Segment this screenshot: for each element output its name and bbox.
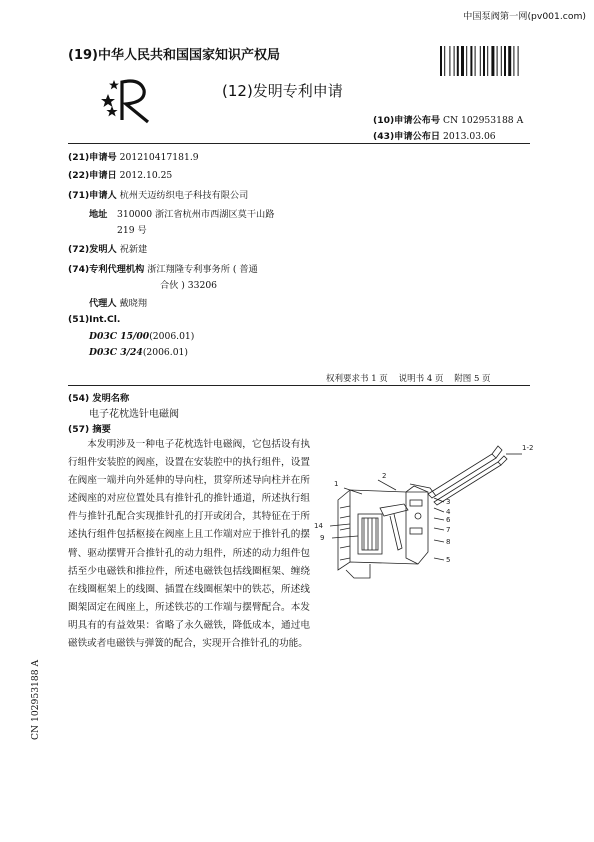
int-cl-label: (51)Int.Cl.: [68, 314, 121, 325]
application-number-row: [68, 149, 199, 163]
applicant-row: [68, 187, 248, 201]
application-date-row: [68, 167, 172, 181]
agency-label: (74)专利代理机构: [68, 264, 145, 275]
inventor-row: [68, 241, 147, 255]
application-date-label: (22)申请日: [68, 170, 117, 181]
applicant-label: (71)申请人: [68, 190, 117, 201]
abstract-text: 本发明涉及一种电子花枕选针电磁阀，它包括设有执行组件安装腔的阀座，设置在安装腔中的执行组件，设置在阀座一端并向外延伸的导向柱，贯穿所述导向柱并在所述阀座的对应位置处具有推针孔的推针通道，所述执行组件与推针孔配合实现推针孔的打开或闭合，其特征在于所述执行组件包括枢接在阀座上且工作端对应于推针孔的摆臂、驱动摆臂开合推针孔的动力组件，所述的动力组件包括至少电磁铁和推拉件，所述电磁铁包括线圈框架、缠绕在线圈框架上的线圈、插置在线圈框架中的铁芯，所述线圈架固定在阀座上，所述铁芯的工作端与摆臂配合。本发明具有的有益效果：省略了永久磁铁，降低成本，通过电磁铁或者电磁铁与弹簧的配合，实现开合推针孔的功能。: [68, 439, 310, 650]
agency-row: [68, 261, 258, 275]
figure-label: 8: [446, 538, 451, 546]
barcode-image: [440, 46, 528, 76]
figure-label: 3: [446, 498, 451, 506]
figure-label: 1: [334, 480, 339, 488]
application-date: 2012.10.25: [119, 170, 173, 181]
figure-label: 2: [382, 472, 387, 480]
address-label: 地址: [89, 209, 108, 220]
cnipa-emblem-logo: [100, 72, 156, 124]
figure-label: 5: [446, 556, 451, 564]
application-number-label: (21)申请号: [68, 152, 117, 163]
figure-label: 14: [314, 522, 323, 530]
agent-row: [89, 295, 147, 309]
invention-title-label: (54) 发明名称: [68, 393, 130, 404]
solenoid-valve-drawing: [310, 432, 534, 582]
ipc-classification-2: [89, 347, 188, 358]
ipc-code-2: D03C 3/24: [89, 347, 143, 358]
ipc-version-2: (2006.01): [142, 347, 188, 358]
figure-label: 4: [446, 508, 451, 516]
application-number: 201210417181.9: [119, 152, 199, 163]
agency-line-2: 合伙 ) 33206: [160, 280, 218, 291]
inventor-name: 祝新建: [119, 244, 148, 255]
invention-title: 电子花枕选针电磁阀: [89, 409, 179, 420]
abstract-label: (57) 摘要: [68, 424, 111, 435]
publication-date: 2013.03.06: [443, 131, 496, 142]
ipc-code-1: D03C 15/00: [89, 331, 150, 342]
applicant-name: 杭州天迈纺织电子科技有限公司: [119, 190, 249, 201]
publication-number-label: (10)申请公布号: [373, 115, 441, 126]
figure-label: 7: [446, 526, 451, 534]
agent-name: 戴晓翔: [119, 298, 148, 309]
side-publication-number: CN 102953188 A: [30, 659, 41, 740]
figure-label: 9: [320, 534, 325, 542]
patent-office-name: (19)中华人民共和国国家知识产权局: [68, 48, 280, 63]
publication-date-row: [373, 128, 496, 142]
ipc-classification-1: [89, 331, 194, 342]
address-line-1: 310000 浙江省杭州市西湖区莫干山路: [117, 209, 275, 220]
watermark-text: 中国泵阀第一网(pv001.com): [463, 11, 586, 22]
agent-label: 代理人: [89, 298, 117, 309]
publication-date-label: (43)申请公布日: [373, 131, 441, 142]
address-line-2: 219 号: [117, 225, 147, 236]
figure-label: 1-2: [522, 444, 534, 452]
header-divider: [68, 143, 530, 144]
document-type-title: (12)发明专利申请: [222, 82, 343, 100]
publication-number: CN 102953188 A: [443, 115, 524, 126]
ipc-version-1: (2006.01): [149, 331, 195, 342]
page-count-summary: 权利要求书 1 页 说明书 4 页 附图 5 页: [326, 374, 491, 384]
figure-label: 6: [446, 516, 451, 524]
agency-line-1: 浙江翔隆专利事务所 ( 普通: [147, 264, 258, 275]
publication-number-row: [373, 112, 523, 126]
inventor-label: (72)发明人: [68, 244, 117, 255]
section-divider: [68, 385, 530, 386]
